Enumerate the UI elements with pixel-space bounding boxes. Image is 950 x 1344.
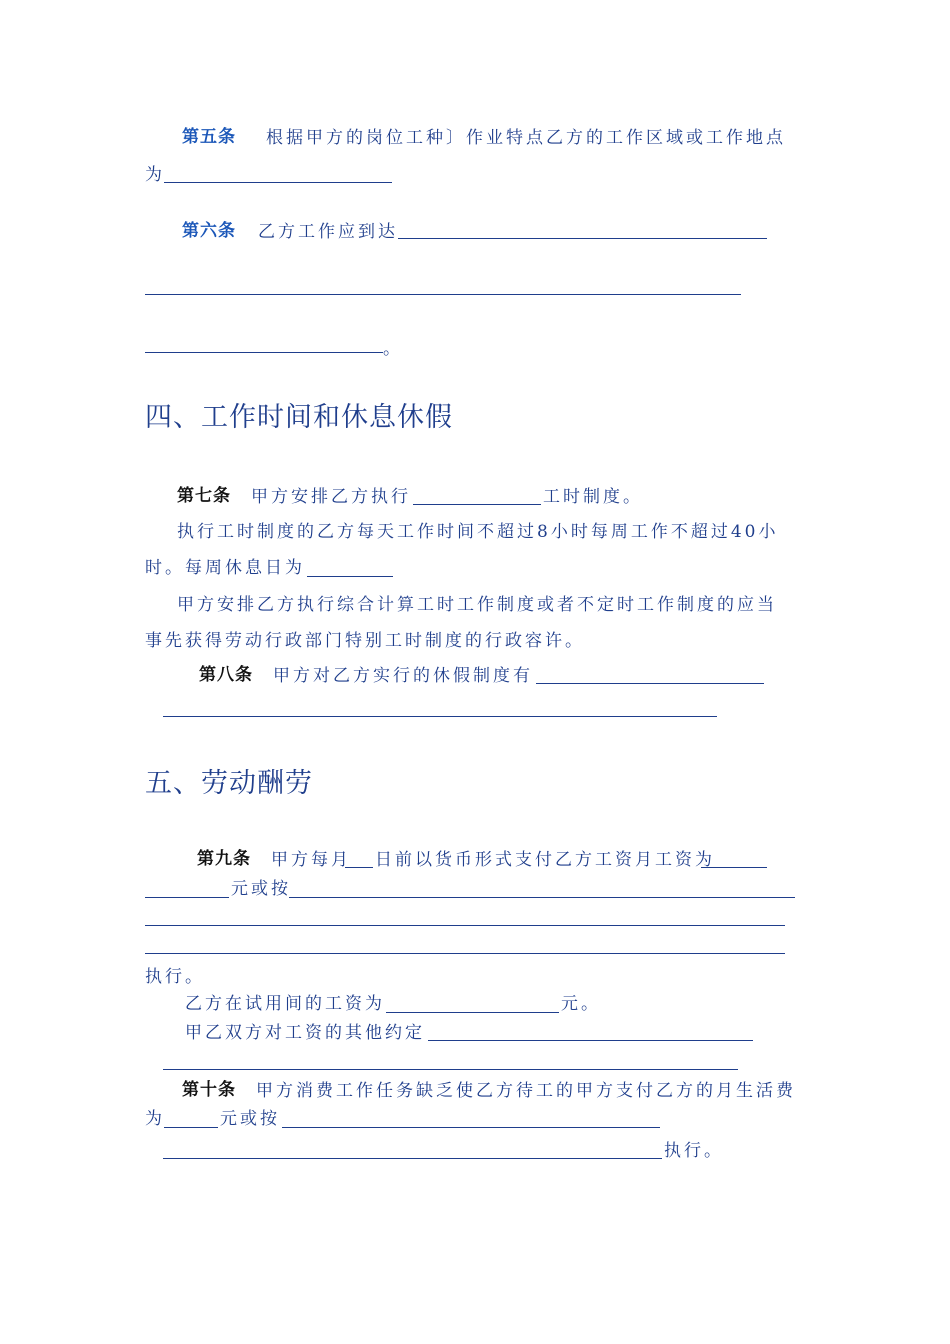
article-9-text-4: 执行。 bbox=[145, 967, 205, 987]
blank-working-hours-system[interactable] bbox=[413, 504, 541, 505]
blank-work-requirement-2[interactable] bbox=[145, 294, 741, 295]
blank-work-location[interactable] bbox=[164, 182, 392, 183]
article-7-para2-cont: 事先获得劳动行政部门特别工时制度的行政容许。 bbox=[145, 631, 585, 651]
article-7-text: 甲方安排乙方执行 bbox=[251, 487, 411, 507]
section-4-heading: 四、工作时间和休息休假 bbox=[145, 402, 453, 433]
article-7-text-end: 工时制度。 bbox=[543, 487, 643, 507]
article-6-end: 。 bbox=[383, 339, 403, 359]
blank-allowance-method-1[interactable] bbox=[282, 1127, 660, 1128]
article-7-para1: 执行工时制度的乙方每天工作时间不超过8小时每周工作不超过40小 bbox=[177, 522, 779, 542]
article-9-text-2: 日前以货币形式支付乙方工资月工资为 bbox=[375, 850, 715, 870]
blank-vacation-system-2[interactable] bbox=[163, 716, 717, 717]
blank-wage-method-3[interactable] bbox=[145, 953, 785, 954]
article-7-label: 第七条 bbox=[177, 486, 231, 506]
blank-wage-method-2[interactable] bbox=[145, 925, 785, 926]
blank-other-wage-terms-2[interactable] bbox=[163, 1069, 738, 1070]
blank-pay-day[interactable] bbox=[345, 867, 373, 868]
blank-monthly-wage-1[interactable] bbox=[701, 867, 767, 868]
blank-rest-day[interactable] bbox=[307, 576, 393, 577]
article-5-text: 根据甲方的岗位工种〕作业特点乙方的工作区域或工作地点 bbox=[266, 128, 786, 148]
blank-work-requirement-1[interactable] bbox=[398, 238, 767, 239]
article-9-trial-end: 元。 bbox=[561, 994, 601, 1014]
blank-wage-method-1[interactable] bbox=[289, 897, 795, 898]
blank-trial-wage[interactable] bbox=[386, 1012, 559, 1013]
article-9-text-1: 甲方每月 bbox=[271, 850, 351, 870]
article-10-text-2: 为 bbox=[145, 1109, 165, 1129]
blank-monthly-wage-2[interactable] bbox=[145, 897, 229, 898]
article-10-text: 甲方消费工作任务缺乏使乙方待工的甲方支付乙方的月生活费 bbox=[256, 1081, 796, 1101]
blank-vacation-system-1[interactable] bbox=[536, 683, 764, 684]
article-7-para1-cont: 时。每周休息日为 bbox=[145, 558, 305, 578]
article-9-label: 第九条 bbox=[197, 849, 251, 869]
article-8-label: 第八条 bbox=[199, 665, 253, 685]
blank-work-requirement-3[interactable] bbox=[145, 352, 383, 353]
section-5-heading: 五、劳动酬劳 bbox=[145, 768, 313, 799]
article-6-text: 乙方工作应到达 bbox=[258, 222, 398, 242]
article-5-text-cont: 为 bbox=[145, 165, 165, 185]
blank-other-wage-terms-1[interactable] bbox=[428, 1040, 753, 1041]
article-10-text-4: 执行。 bbox=[664, 1141, 724, 1161]
article-10-label: 第十条 bbox=[182, 1080, 236, 1100]
blank-allowance-method-2[interactable] bbox=[163, 1158, 662, 1159]
article-6-label: 第六条 bbox=[182, 221, 236, 241]
article-5-label: 第五条 bbox=[182, 127, 236, 147]
article-9-trial-text: 乙方在试用间的工资为 bbox=[185, 994, 385, 1014]
article-7-para2: 甲方安排乙方执行综合计算工时工作制度或者不定时工作制度的应当 bbox=[177, 595, 777, 615]
article-9-other-text: 甲乙双方对工资的其他约定 bbox=[185, 1023, 425, 1043]
article-8-text: 甲方对乙方实行的休假制度有 bbox=[273, 666, 533, 686]
article-10-text-3: 元或按 bbox=[220, 1109, 280, 1129]
article-9-text-3: 元或按 bbox=[231, 879, 291, 899]
blank-living-allowance[interactable] bbox=[164, 1127, 218, 1128]
